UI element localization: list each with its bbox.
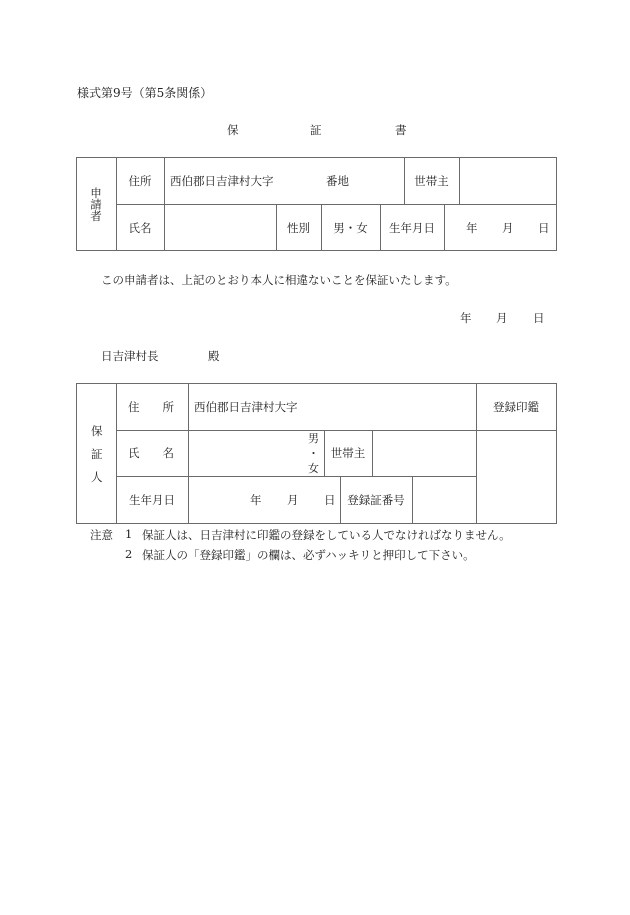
applicant-birthdate-field[interactable] bbox=[444, 204, 556, 251]
note-2-text: 保証人の「登録印鑑」の欄は、必ずハッキリと押印して下さい。 bbox=[142, 548, 475, 562]
guarantor-label-char-1: 保 bbox=[91, 424, 103, 438]
g-birth-year-unit: 年 bbox=[250, 492, 262, 507]
guarantor-name-label: 氏 名 bbox=[128, 446, 174, 460]
note-1-text: 保証人は、日吉津村に印鑑の登録をしている人でなければなりません。 bbox=[142, 528, 511, 542]
guarantor-sex-value[interactable]: 男 ・ 女 bbox=[308, 432, 319, 475]
guarantor-birthdate-field[interactable] bbox=[188, 476, 340, 523]
date-year: 年 bbox=[460, 311, 472, 325]
guarantor-household-head-field[interactable] bbox=[373, 430, 476, 476]
applicant-birthdate-label: 生年月日 bbox=[389, 220, 435, 235]
title-char-1: 保 bbox=[227, 123, 239, 137]
guarantor-name-field[interactable] bbox=[189, 430, 307, 476]
title-char-2: 証 bbox=[310, 123, 322, 137]
guarantor-birthdate-label: 生年月日 bbox=[129, 492, 175, 507]
birth-day-unit: 日 bbox=[538, 220, 550, 235]
guarantor-address-field[interactable]: 西伯郡日吉津村大字 bbox=[194, 399, 298, 414]
seal-stamp-area[interactable] bbox=[477, 431, 556, 523]
registration-number-field[interactable] bbox=[413, 476, 476, 523]
g-birth-month-unit: 月 bbox=[287, 492, 299, 507]
guarantor-label-char-3: 人 bbox=[91, 470, 103, 484]
guarantor-label-char-2: 証 bbox=[91, 447, 103, 461]
guarantor-household-head-label: 世帯主 bbox=[330, 446, 366, 460]
birth-year-unit: 年 bbox=[466, 220, 478, 235]
applicant-household-head-field[interactable] bbox=[460, 157, 556, 204]
applicant-address-label: 住所 bbox=[128, 173, 152, 188]
addressee-name: 日吉津村長 bbox=[101, 349, 159, 363]
guarantee-statement: この申請者は、上記のとおり本人に相違ないことを保証いたします。 bbox=[101, 273, 457, 287]
date-month: 月 bbox=[496, 311, 508, 325]
note-1-number: 1 bbox=[125, 527, 133, 541]
guarantor-address-label: 住 所 bbox=[128, 399, 174, 414]
note-2-number: 2 bbox=[125, 547, 133, 561]
applicant-sex-label: 性別 bbox=[287, 220, 310, 235]
form-number: 様式第9号（第5条関係） bbox=[77, 86, 213, 100]
date-day: 日 bbox=[533, 311, 545, 325]
applicant-name-label: 氏名 bbox=[128, 220, 152, 235]
title-char-3: 書 bbox=[395, 123, 407, 137]
applicant-household-head-label: 世帯主 bbox=[414, 173, 449, 188]
applicant-address-suffix: 番地 bbox=[326, 173, 349, 188]
applicant-section-label: 申請者 bbox=[89, 186, 103, 222]
birth-month-unit: 月 bbox=[502, 220, 514, 235]
applicant-address-value[interactable]: 西伯郡日吉津村大字 bbox=[170, 173, 274, 188]
notes-label: 注意 bbox=[90, 528, 113, 542]
applicant-sex-value[interactable]: 男・女 bbox=[333, 220, 368, 235]
registration-number-label: 登録証番号 bbox=[347, 492, 405, 507]
addressee-honorific: 殿 bbox=[208, 349, 220, 363]
g-birth-day-unit: 日 bbox=[324, 492, 336, 507]
seal-label: 登録印鑑 bbox=[493, 399, 539, 414]
applicant-name-field[interactable] bbox=[165, 204, 276, 251]
